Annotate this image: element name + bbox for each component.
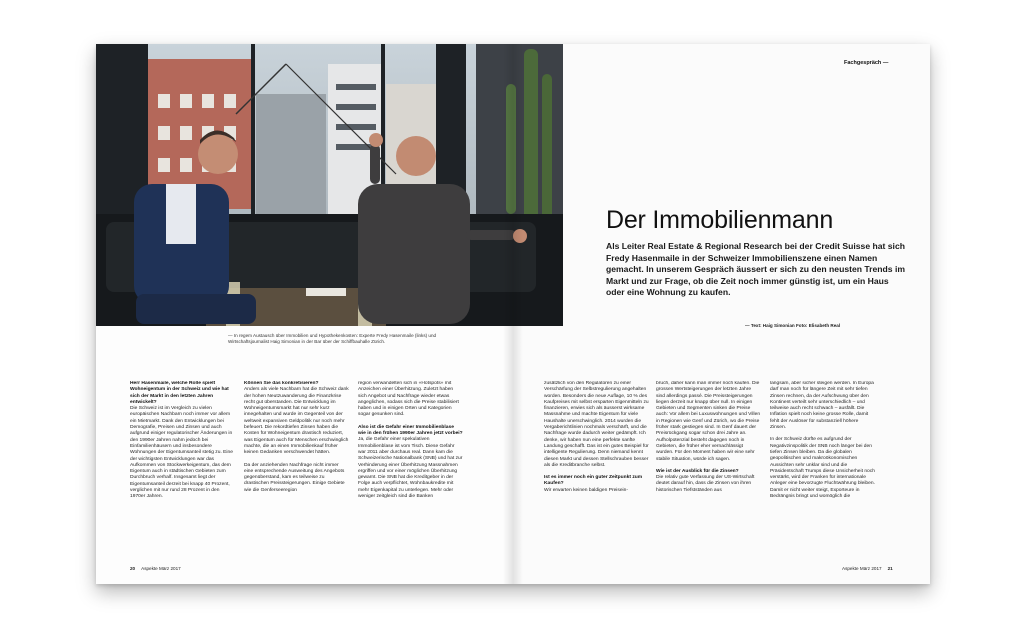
question: Wie ist der Ausblick für die Zinsen? <box>656 468 739 474</box>
answer: Die Schweiz ist im Vergleich zu vielen europäischen Nachbarn noch immer vor allem ein Mietmarkt. Dank den Entwicklungen bei Demografie, Preisen und Zinsen und auch aufgrund einiger regulatorischer Änderungen in den 1990er Jahren nahm jedoch bei Einfamilienhäusern und insbesondere Wohnungen der Eigentumsanteil stetig zu. Eine der wichtigsten Entwicklungen war das Aufkommen von Stockwerkeigentum, das dem Eigentum auch in städtischen Gebieten zum Durchbruch verhalf. Insgesamt liegt der Eigentumsanteil derzeit bei knapp 40 Prozent, verglichen mit nur rund 28 Prozent in den 1970er Jahren. <box>130 406 233 500</box>
folio-text: Aspekte März 2017 <box>141 566 181 571</box>
answer: zusätzlich von den Regulatoren zu einer Verschärfung der Selbstregulierung angehalten worden. Besonders die neue Auflage, 10 % des Kaufpreises mit selbst ersparten Eigenmitteln zu finanzieren, erwies sich als äusserst wirksame Massnahme und machte Eigentum für viele Haushalte unerschwinglich. 2014 wurden die Vergaberichtlinien nochmals verschärft, und die Nachfrage wurde dadurch weiter gedämpft. Ich denke, wir haben nun eine perfekte sanfte Landung geschafft. Das ist ein gutes Beispiel für intelligente Regulierung. Denn niemand kennt diesen Markt und dessen Stellschrauben besser als die Kreditbranche selbst. <box>544 381 649 468</box>
article-lead: Als Leiter Real Estate & Regional Research bei der Credit Suisse hat sich Fredy Hasenmaile in der Schweizer Immobilienszene einen Namen gemacht. In unserem Gespräch äussert er sich zu den neusten Trends im Markt und zur Frage, ob die Zeit noch immer günstig ist, um ein Haus oder eine Wohnung zu kaufen. <box>606 241 905 298</box>
answer: bruch, daher kann man immer noch kaufen. Die grossen Wertsteigerungen der letzten Jahre sind allerdings passé. Die Preissteigerungen liegen derzeit nur knapp über null. In einigen Gebieten und Segmenten sinken die Preise auch: Vor allem bei Luxuswohnungen und Villen in Regionen wie Genf und Zürich, wo die Preise früher stark gestiegen sind. In Genf dauert der Preisrückgang sogar schon drei Jahre an. Aufholpotenzial besteht dagegen noch in Gebieten, die früher eher vernachlässigt wurden. Für den Moment haben wir eine sehr stabile Situation, würde ich sagen. <box>656 381 761 462</box>
photo-caption: — In regem Austausch über Immobilien und Hypothekenkosten: Experte Fredy Hasenmaile (links) und Wirtschaftsjournalist Haig Simonian in der Bar über der Schiffbauhalle Zürich. <box>228 333 437 345</box>
question: Also ist die Gefahr einer Immobilienblase wie in den frühen 1990er Jahren jetzt vorbei? <box>358 424 463 437</box>
page-number: 21 <box>887 566 893 571</box>
folio-text: Aspekte März 2017 <box>842 566 882 571</box>
question: Herr Hasenmaile, welche Rolle spielt Wohneigentum in der Schweiz und wie hat sich der Markt in den letzten Jahren entwickelt? <box>130 381 229 405</box>
text-column-3 <box>358 381 463 561</box>
answer: Anders als viele Nachbarn hat die Schweiz dank der hohen Neutzuwanderung die Finanzkrise recht gut überstanden. Die Entwicklung im Wohneigentumsmarkt hat nur sehr kurz innegehalten und wurde im Gegenteil von der weltweit expansiven Geldpolitik nur noch mehr befeuert. Die rekordtiefen Zinsen haben die Kosten für Wohneigentum drastisch reduziert, was Eigentum auch für Menschen erschwinglich machte, die an einen Immobilienkauf früher keinen Gedanken verschwendet hätten. <box>244 387 349 456</box>
text-column-6 <box>770 381 875 561</box>
text-column-5 <box>656 381 761 561</box>
section-label: Fachgespräch — <box>844 60 889 66</box>
text-column-4 <box>544 381 649 561</box>
answer: Ja, die Gefahr einer spekulativen Immobilienblase ist vom Tisch. Diese Gefahr war 2011 aber durchaus real. Dann kam die Schweizerische Nationalbank (SNB) und hat zur Verhinderung einer Überhitzung Massnahmen ergriffen und vor einer möglichen Überhitzung gewarnt. Die SNB hat die Kreditgeber in der Folge auch verpflichtet, Wohnbaukredite mit mehr Eigenkapital zu unterlegen. Mehr oder weniger zeitgleich sind die Banken <box>358 437 463 500</box>
left-folio <box>130 566 181 571</box>
question: Ist es immer noch ein guter Zeitpunkt zum Kaufen? <box>544 475 643 487</box>
page-number: 20 <box>130 566 136 571</box>
answer: langsam, aber sicher steigen werden. In Europa darf man noch für längere Zeit mit sehr tiefen Zinsen rechnen, da der Aufschwung über den Kontinent verteilt sehr unterschiedlich – und teilweise auch recht schwach – ausfällt. Die Inflation spielt noch keine grosse Rolle, damit fehlt der Auslöser für substanziell höhere Zinsen. <box>770 381 874 431</box>
answer: Die relativ gute Verfassung der US-Wirtschaft deutet darauf hin, dass die Zinsen von ihren historischen Tiefstständen aus <box>656 475 755 493</box>
text-column-2 <box>244 381 349 561</box>
answer: Da der anziehenden Nachfrage nicht immer eine entsprechende Ausweitung des Angebots gegenüberstand, kam es teilweise zu drastischen Preissteigerungen. Einige Gebiete wie die Genferseeregion <box>244 462 345 493</box>
answer: region verwandelten sich in «Hotspots» mit Anzeichen einer Überhitzung. Zuletzt haben sich Angebot und Nachfrage wieder etwas angeglichen, sodass sich die Preise stabilisiert haben und in einigen Orten und Kategorien sogar gesunken sind. <box>358 381 459 418</box>
article-headline: Der Immobilienmann <box>606 206 834 234</box>
interview-photo <box>96 44 563 326</box>
answer: In der Schweiz dürfte es aufgrund der Negativzinspolitik der SNB noch länger bei den tiefen Zinsen bleiben. Da die globalen geopolitischen und makroökonomischen Aussichten sehr unklar sind und die Präsidentschaft Trumps diese Unsicherheit noch verstärkt, wird der Franken für internationale Anleger eine bevorzugte Fluchtwährung bleiben. Damit er nicht weiter steigt, Exporteure in Bedrängnis bringt und womöglich die <box>770 437 875 500</box>
article-credits: — Text: Haig Simonian Foto: Elisabeth Real <box>745 323 841 328</box>
answer: Wir erwarten keinen baldigen Preisein- <box>544 487 628 493</box>
right-folio <box>842 566 899 571</box>
question: Können Sie das konkretisieren? <box>244 381 319 386</box>
text-column-1 <box>130 381 235 561</box>
